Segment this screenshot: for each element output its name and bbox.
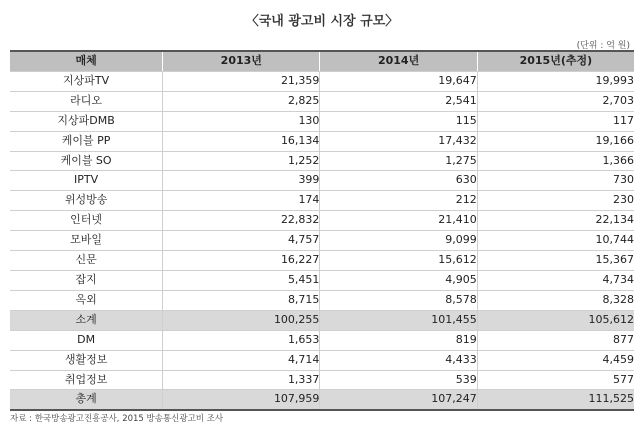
row-label: 위성방송 [10, 191, 163, 211]
value-cell: 4,905 [320, 270, 477, 290]
value-cell: 19,647 [320, 71, 477, 91]
value-cell: 21,359 [163, 71, 320, 91]
row-label: 모바일 [10, 231, 163, 251]
row-label: 생활정보 [10, 350, 163, 370]
table-row [10, 251, 634, 271]
row-label: 케이블 PP [10, 131, 163, 151]
row-label: 잡지 [10, 270, 163, 290]
row-label: 인터넷 [10, 211, 163, 231]
value-cell: 117 [477, 111, 634, 131]
row-label: 케이블 SO [10, 151, 163, 171]
row-label: DM [10, 330, 163, 350]
value-cell: 105,612 [477, 310, 634, 330]
value-cell: 107,959 [163, 390, 320, 410]
row-label: 옥외 [10, 290, 163, 310]
value-cell: 17,432 [320, 131, 477, 151]
row-label: 지상파TV [10, 71, 163, 91]
value-cell: 730 [477, 171, 634, 191]
value-cell: 100,255 [163, 310, 320, 330]
value-cell: 16,134 [163, 131, 320, 151]
value-cell: 19,166 [477, 131, 634, 151]
table-row [10, 211, 634, 231]
value-cell: 8,578 [320, 290, 477, 310]
value-cell: 15,367 [477, 251, 634, 271]
value-cell: 2,825 [163, 91, 320, 111]
row-label: 총계 [10, 390, 163, 410]
value-cell: 877 [477, 330, 634, 350]
header-cell: 매체 [10, 51, 163, 71]
value-cell: 15,612 [320, 251, 477, 271]
header-cell: 2013년 [163, 51, 320, 71]
table-row [10, 151, 634, 171]
value-cell: 174 [163, 191, 320, 211]
ad-market-table [10, 50, 634, 411]
header-cell: 2014년 [320, 51, 477, 71]
table-row [10, 390, 634, 410]
row-label: 소계 [10, 310, 163, 330]
value-cell: 819 [320, 330, 477, 350]
value-cell: 8,328 [477, 290, 634, 310]
table-row [10, 71, 634, 91]
source-note: 자료 : 한국방송광고진흥공사, 2015 방송통신광고비 조사 [10, 414, 224, 424]
table-row [10, 191, 634, 211]
row-label: 지상파DMB [10, 111, 163, 131]
value-cell: 9,099 [320, 231, 477, 251]
header-cell: 2015년(추정) [477, 51, 634, 71]
value-cell: 4,757 [163, 231, 320, 251]
value-cell: 4,433 [320, 350, 477, 370]
value-cell: 630 [320, 171, 477, 191]
header-row [10, 51, 634, 71]
table-title: 〈국내 광고비 시장 규모〉 [245, 14, 399, 29]
table-row [10, 131, 634, 151]
row-label: 신문 [10, 251, 163, 271]
table-row [10, 270, 634, 290]
value-cell: 230 [477, 191, 634, 211]
table-row [10, 310, 634, 330]
value-cell: 2,703 [477, 91, 634, 111]
unit-note: (단위 : 억 원) [576, 41, 630, 51]
value-cell: 21,410 [320, 211, 477, 231]
table-row [10, 330, 634, 350]
value-cell: 1,275 [320, 151, 477, 171]
value-cell: 10,744 [477, 231, 634, 251]
table-row [10, 171, 634, 191]
value-cell: 22,134 [477, 211, 634, 231]
value-cell: 111,525 [477, 390, 634, 410]
value-cell: 4,714 [163, 350, 320, 370]
value-cell: 8,715 [163, 290, 320, 310]
value-cell: 16,227 [163, 251, 320, 271]
value-cell: 1,337 [163, 370, 320, 390]
table-row [10, 370, 634, 390]
table-row [10, 350, 634, 370]
row-label: 라디오 [10, 91, 163, 111]
table-row [10, 91, 634, 111]
value-cell: 5,451 [163, 270, 320, 290]
table-row [10, 290, 634, 310]
row-label: IPTV [10, 171, 163, 191]
table-row [10, 231, 634, 251]
value-cell: 19,993 [477, 71, 634, 91]
value-cell: 22,832 [163, 211, 320, 231]
value-cell: 539 [320, 370, 477, 390]
value-cell: 101,455 [320, 310, 477, 330]
value-cell: 1,366 [477, 151, 634, 171]
table-row [10, 111, 634, 131]
value-cell: 2,541 [320, 91, 477, 111]
value-cell: 212 [320, 191, 477, 211]
value-cell: 107,247 [320, 390, 477, 410]
value-cell: 399 [163, 171, 320, 191]
value-cell: 577 [477, 370, 634, 390]
value-cell: 115 [320, 111, 477, 131]
value-cell: 1,653 [163, 330, 320, 350]
value-cell: 4,459 [477, 350, 634, 370]
value-cell: 1,252 [163, 151, 320, 171]
value-cell: 130 [163, 111, 320, 131]
row-label: 취업정보 [10, 370, 163, 390]
value-cell: 4,734 [477, 270, 634, 290]
